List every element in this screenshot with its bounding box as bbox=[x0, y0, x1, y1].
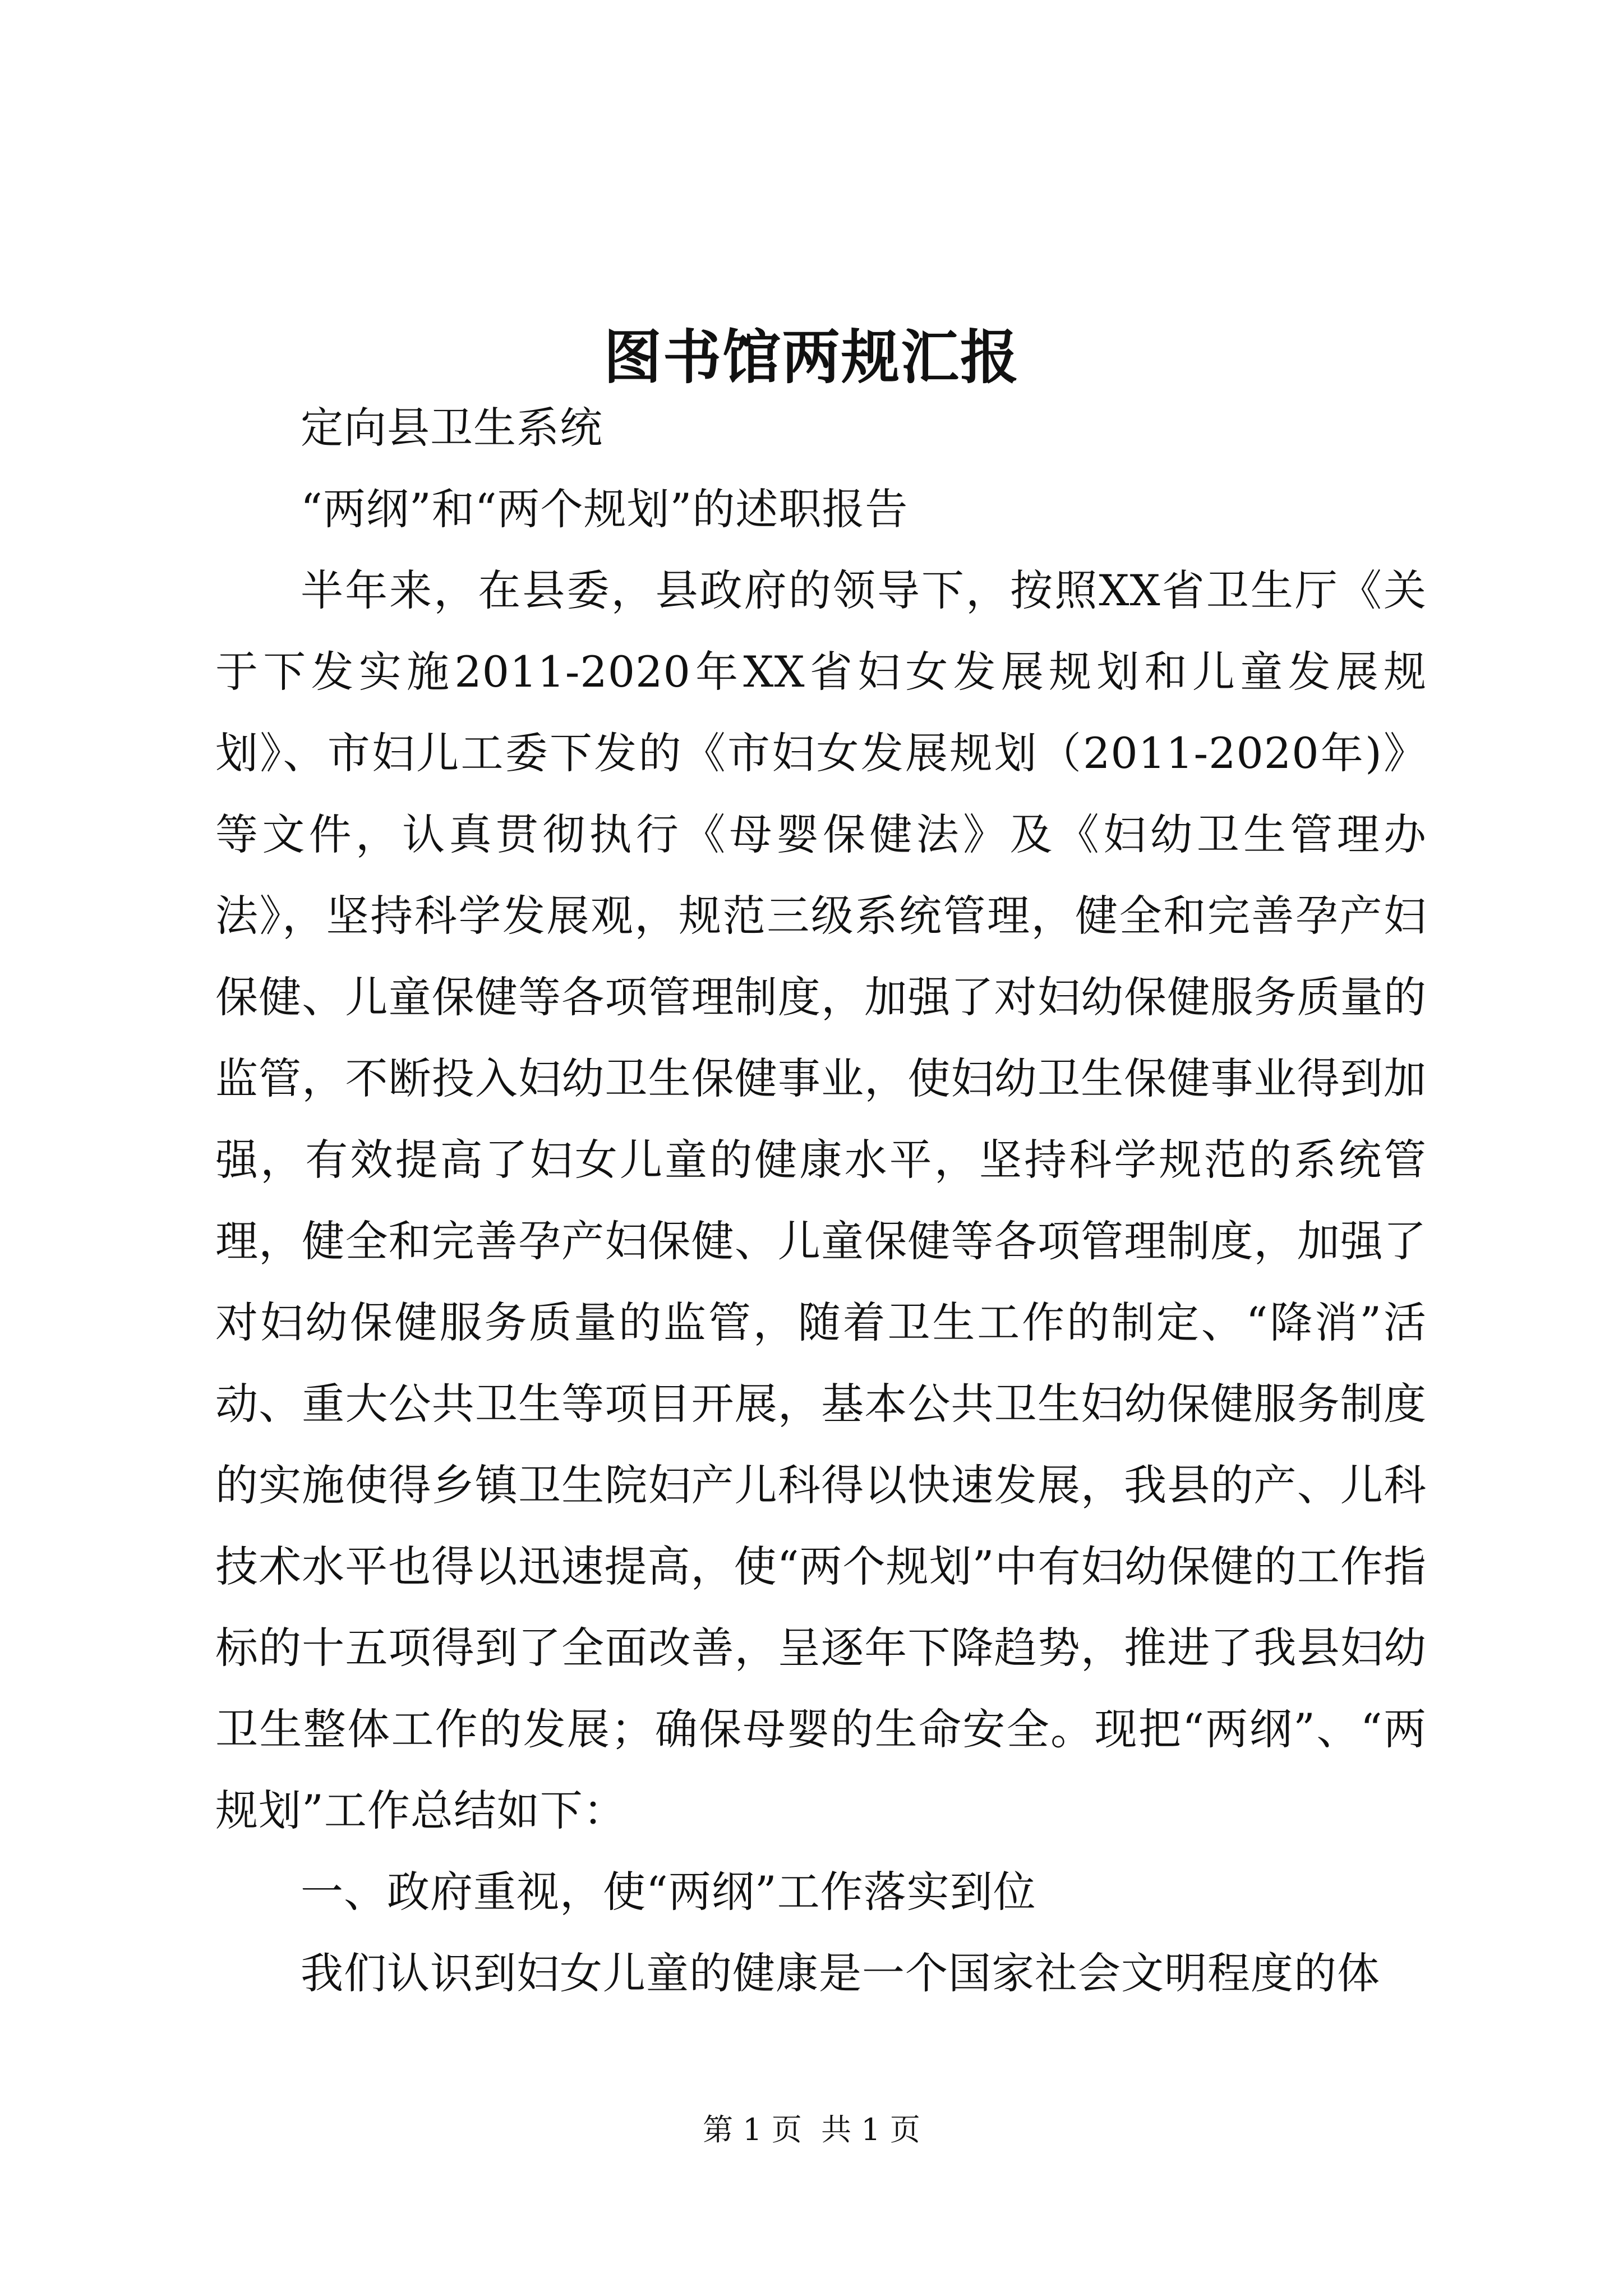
section-heading: 一、政府重视，使“两纲”工作落实到位 bbox=[301, 1867, 1036, 1917]
page-number: 第 1 页 共 1 页 bbox=[703, 2112, 920, 2147]
page-footer bbox=[0, 2112, 1623, 2148]
document-body bbox=[215, 387, 1427, 2014]
body-paragraph: 我们认识到妇女儿童的健康是一个国家社会文明程度的体 bbox=[301, 1948, 1380, 1998]
body-paragraph: 半年来，在县委，县政府的领导下，按照XX省卫生厅《关于下发实施2011-2020年XX省妇女发展规划和儿童发展规划》、市妇儿工委下发的《市妇女发展规划（2011-2020年)》等文件，认真贯彻执行《母婴保健法》及《妇幼卫生管理办法》，坚持科学发展观，规范三级系统管理，健全和完善孕产妇保健、儿童保健等各项管理制度，加强了对妇幼保健服务质量的监管，不断投入妇幼卫生保健事业，使妇幼卫生保健事业得到加强，有效提高了妇女儿童的健康水平，坚持科学规范的系统管理，健全和完善孕产妇保健、儿童保健等各项管理制度，加强了对妇幼保健服务质量的监管，随着卫生工作的制定、“降消”活动、重大公共卫生等项目开展，基本公共卫生妇幼保健服务制度的实施使得乡镇卫生院妇产儿科得以快速发展，我县的产、儿科技术水平也得以迅速提高，使“两个规划”中有妇幼保健的工作指标的十五项得到了全面改善，呈逐年下降趋势，推进了我县妇幼卫生整体工作的发展；确保母婴的生命安全。现把“两纲”、“两规划”工作总结如下： bbox=[215, 565, 1427, 1835]
organization-line: 定向县卫生系统 bbox=[301, 403, 603, 453]
document-title: 图书馆两规汇报 bbox=[603, 322, 1020, 392]
report-subtitle: “两纲”和“两个规划”的述职报告 bbox=[301, 484, 909, 534]
